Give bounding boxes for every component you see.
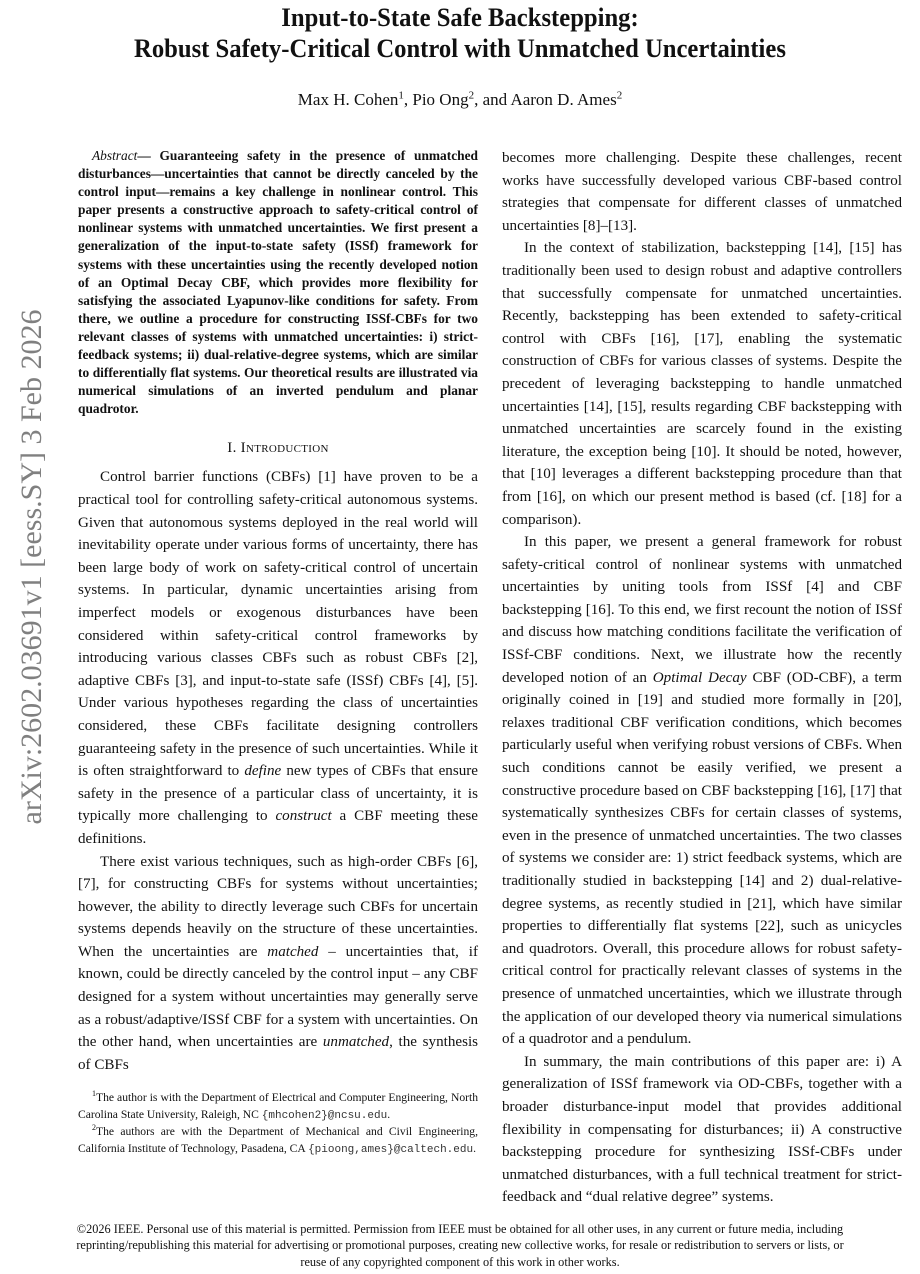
text: Control barrier functions (CBFs) [1] have proven to be a practical tool for controlling safety-critical autonomous systems. Given that autonomous systems deployed in the real world will inevitability operate under various forms of uncertainty, there has been large body of work on safety-critical control of uncertain systems. In particular, dynamic uncertainties arising from imperfect models or exogenous disturbances have been considered within safety-critical control frameworks by introducing various classes CBFs such as robust CBFs [2], adaptive CBFs [3], and input-to-state safe (ISSf) CBFs [4], [5]. Under various hypotheses regarding the class of uncertainties considered, these CBFs facilitate designing controllers guaranteeing safety in the presence of such uncertainties. While it is often straightforward to — [78, 469, 478, 780]
text: a CBF meeting these definitions. — [78, 808, 478, 847]
footnote-1 — [78, 1090, 478, 1124]
footnote-text: The author is with the Department of Electrical and Computer Engineering, North Carolina State University, Raleigh, NC — [78, 1091, 478, 1121]
left-column — [78, 147, 478, 1209]
affiliation-mark: 2 — [616, 89, 623, 102]
section-heading-introduction: I. Introduction — [227, 440, 329, 457]
arxiv-identifier-stamp: arXiv:2602.03691v1 [eess.SY] 3 Feb 2026 — [15, 309, 48, 825]
affiliation-mark: 1 — [398, 89, 404, 102]
emphasis: define — [244, 763, 282, 780]
intro-paragraph-2 — [78, 851, 478, 1077]
intro-paragraph-2-continued: becomes more challenging. Despite these challenges, recent works have successfully developed various CBF-based control strategies that compensate for different classes of unmatched uncertainties [8]–[13]. — [502, 150, 902, 234]
footnote-text: The authors are with the Department of Mechanical and Civil Engineering, California Institute of Technology, Pasadena, CA — [78, 1125, 478, 1155]
author-name: Aaron D. Ames — [510, 90, 617, 109]
email-address: {pioong,ames}@caltech.edu — [308, 1143, 474, 1156]
period: . — [387, 1107, 391, 1121]
author-separator: , — [403, 90, 413, 109]
abstract-label: Abstract — [92, 148, 138, 163]
author-name: Max H. Cohen — [297, 90, 399, 109]
author-list — [0, 89, 920, 111]
intro-paragraph-4 — [502, 531, 902, 1051]
text: CBF (OD-CBF), a term originally coined in [19] and studied more formally in [20], relaxes traditional CBF verification conditions, which becomes particularly useful when verifying robust versions of CBFs. When such conditions cannot be easily verified, we present a constructive procedure based on CBF backstepping [16], [17] that systematically synthesizes CBFs for certain classes of systems, even in the presence of unmatched uncertainties. The two classes of systems we consider are: 1) strict feedback systems, which are traditionally studied in backstepping [14] and 2) dual-relative-degree systems, as recently studied in [21], which have similar properties to differentially flat systems [22], such as unicycles and quadrotors. Overall, this procedure allows for robust safety-critical control for practically relevant classes of systems in the presence of unmatched uncertainties, which we illustrate through the application of our developed theory via numerical simulations of a quadrotor and a pendulum. — [502, 669, 903, 1048]
footnote-mark: 2 — [92, 1123, 96, 1133]
text: , the synthesis of CBFs — [78, 1034, 479, 1073]
email-address: {mhcohen2}@ncsu.edu — [261, 1109, 388, 1122]
emphasis: unmatched — [322, 1034, 390, 1051]
text: new types of CBFs that ensure safety in the presence of a particular class of uncertainty, it is typically more challenging to — [78, 763, 478, 825]
emphasis: construct — [275, 808, 332, 825]
author-name: Pio Ong — [412, 90, 469, 109]
two-column-body — [78, 147, 902, 1209]
footnote-2 — [78, 1124, 478, 1158]
abstract — [78, 147, 478, 418]
intro-paragraph-5: In summary, the main contributions of this paper are: i) A generalization of ISSf framework via OD-CBFs, together with a broader disturbance-input model that provides additional flexibility in compensating for disturbances; ii) A constructive backstepping procedure for synthesizing ISSf-CBFs under unmatched disturbances, with a full technical treatment for strict-feedback and “dual relative degree” systems. — [502, 1053, 902, 1206]
text: There exist various techniques, such as high-order CBFs [6], [7], for constructing CBFs for systems without uncertainties; however, the ability to directly leverage such CBFs for uncertain systems depends heavily on the structure of these uncertainties. When the uncertainties are — [78, 853, 478, 960]
footnote-mark: 1 — [92, 1089, 96, 1099]
title-line-1: Input-to-State Safe Backstepping: — [281, 2, 639, 32]
intro-paragraph-3: In the context of stabilization, backstepping [14], [15] has traditionally been used to design robust and adaptive controllers that successfully compensate for unmatched uncertainties. Recently, backstepping has been extended to safety-critical control with CBFs [16], [17], enabling the systematic construction of CBFs for various classes of systems. Despite the precedent of leveraging backstepping to handle unmatched uncertainties [14], [15], results regarding CBF backstepping with unmatched uncertainties are scarcely found in the existing literature, the exception being [10]. It should be noted, however, that [10] leverages a different backstepping procedure than that from [16], on which our present method is based (cf. [18] for a comparison). — [502, 240, 902, 528]
period: . — [473, 1141, 476, 1155]
intro-paragraph-1 — [78, 466, 478, 850]
abstract-text: — Guaranteeing safety in the presence of unmatched disturbances—uncertainties that cannot be directly canceled by the control input—remains a key challenge in nonlinear control. This paper presents a constructive approach to safety-critical control of nonlinear systems with unmatched uncertainties. We first present a generalization of the input-to-state safety (ISSf) framework for systems with these uncertainties using the recently developed notion of an Optimal Decay CBF, which provides more flexibility for satisfying the associated Lyapunov-like conditions for safety. From there, we outline a procedure for constructing ISSf-CBFs for two relevant classes of systems with unmatched uncertainties: i) strict-feedback systems; ii) dual-relative-degree systems, which are similar to differentially flat systems. Our theoretical results are illustrated via numerical simulations of an inverted pendulum and planar quadrotor. — [78, 148, 478, 417]
paper-title — [0, 0, 920, 64]
author-separator: , and — [474, 90, 511, 109]
emphasis: Optimal Decay — [652, 669, 747, 686]
text: – uncertainties that, if known, could be directly canceled by the control input – any CBF designed for a system without uncertainties may generally serve as a robust/adaptive/ISSf CBF for a system with uncertainties. On the other hand, when uncertainties are — [78, 943, 478, 1051]
affiliation-mark: 2 — [468, 89, 475, 102]
right-column — [502, 147, 902, 1209]
title-line-2: Robust Safety-Critical Control with Unmatched Uncertainties — [134, 33, 786, 63]
emphasis: matched — [267, 943, 319, 960]
copyright-notice: ©2026 IEEE. Personal use of this material is permitted. Permission from IEEE must be obtained for all other uses, in any current or future media, including reprinting/republishing this material for advertising or promotional purposes, creating new collective works, for resale or redistribution to servers or lists, or reuse of any copyrighted component of this work in other works. — [76, 1221, 844, 1269]
footnotes — [78, 1090, 478, 1158]
text: In this paper, we present a general framework for robust safety-critical control of nonlinear systems with unmatched uncertainties by uniting tools from ISSf [4] and CBF backstepping [16]. To this end, we first recount the notion of ISSf and discuss how matching conditions facilitate the verification of ISSf-CBF conditions. Next, we illustrate how the recently developed notion of an — [502, 534, 902, 686]
